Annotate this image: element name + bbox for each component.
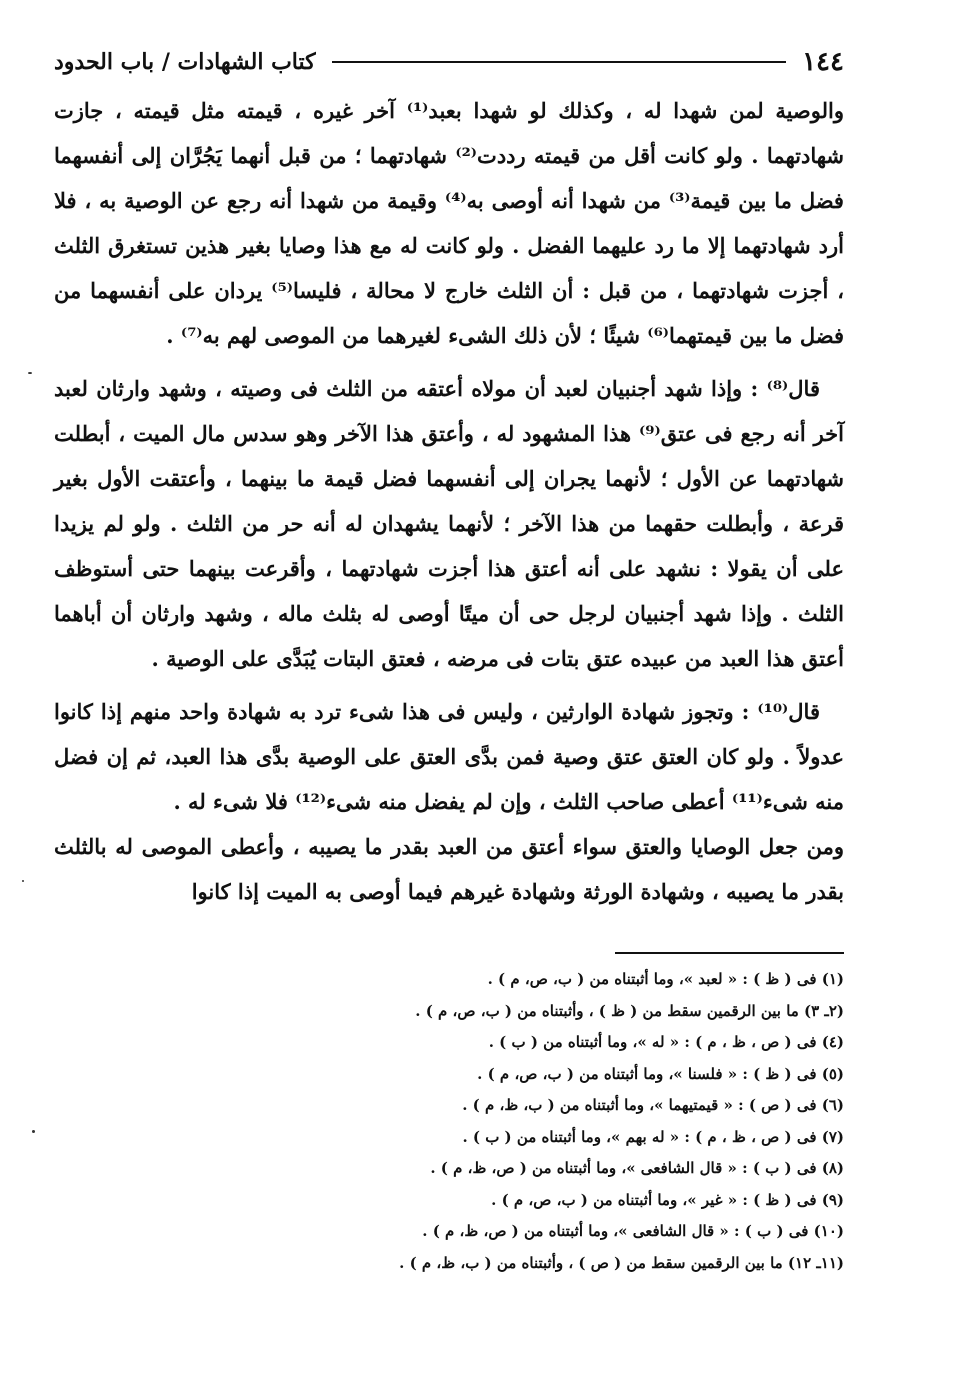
footnote-6: (٦) فى ( ص ) : « قيمتيهما »، وما أثبتناه من ( ب، ظ، م ) . bbox=[462, 1096, 844, 1114]
footnote-2-3: (٢ـ ٣) ما بين الرقمين سقط من ( ظ ) ، وأثبتناه من ( ب، ص، م ) . bbox=[415, 1001, 844, 1020]
running-title: كتاب الشهادات / باب الحدود bbox=[54, 49, 316, 75]
scan-speck bbox=[28, 372, 32, 374]
paragraph-4: ومن جعل الوصايا والعتق سواء أعتق من العبد بقدر ما يصيبه ، وأعطى الموصى له بالثلث بقدر ما يصيبه ، وشهادة الورثة وشهادة غيرهم فيما أوصى به الميت إذا كانوا bbox=[54, 834, 844, 904]
footnote-5: (٥) فى ( ظ ) : « فلسنا »، وما أثبتناه من ( ب، ص، م ) . bbox=[477, 1064, 844, 1083]
paragraph-1: والوصية لمن شهدا له ، وكذلك لو شهدا بعبد⁽¹⁾ آخر غيره ، قيمته مثل قيمته ، جازت شهادتهما . ولو كانت أقل من قيمته رددت⁽²⁾ شهادتهما ؛ من قبل أنهما يَجُرَّان إلى أنفسهما فضل ما بين قيمة⁽³⁾ من شهدا أنه أوصى به⁽⁴⁾ وقيمة من شهدا أنه رجع عن الوصية به ، فلا أرد شهادتهما إلا ما رد عليهما الفضل . ولو كانت له مع هذا وصايا بغير هذين تستغرق الثلث ، أجزت شهادتهما ، من قبل : أن الثلث خارج لا محالة ، فليسا⁽⁵⁾ يردان على أنفسهما من فضل ما بين قيمتهما⁽⁶⁾ شيئًا ؛ لأن ذلك الشىء لغيرهما من الموصى لهم به⁽⁷⁾ . bbox=[54, 98, 845, 348]
paragraph-3: قال⁽¹⁰⁾ : وتجوز شهادة الوارثين ، وليس فى هذا شىء ترد به شهادة واحد منهم إذا كانوا عدولاً . ولو كان العتق عتق وصية فمن بدَّى العتق على الوصية بدَّى هذا العبد، ثم إن فضل منه شىء⁽¹¹⁾ أعطى صاحب الثلث ، وإن لم يفضل منه شىء⁽¹²⁾ فلا شىء له . bbox=[54, 699, 844, 814]
footnote-separator bbox=[615, 952, 844, 954]
footnote-9: (٩) فى ( ظ ) : « غير »، وما أثبتناه من ( ب، ص، م ) . bbox=[491, 1190, 844, 1209]
footnote-8: (٨) فى ( ب ) : « قال الشافعى »، وما أثبتناه من ( ص، ظ، م ) . bbox=[430, 1159, 844, 1177]
footnote-1: (١) فى ( ظ ) : « لعبد »، وما أثبتناه من ( ب، ص، م ) . bbox=[487, 970, 844, 988]
paragraph-2: قال⁽⁸⁾ : وإذا شهد أجنبيان لعبد أن مولاه أعتقه من الثلث فى وصيته ، وشهد وارثان لعبد آخر أنه رجع فى عتق⁽⁹⁾ هذا المشهود له ، وأعتق هذا الآخر وهو سدس مال الميت ، أبطلت شهادتهما عن الأول ؛ لأنهما يجران إلى أنفسهما فضل قيمة ما بينهما ، وأعتقت الأول بغير قرعة ، وأبطلت حقهما من هذا الآخر ؛ لأنهما يشهدان له أنه حر من الثلث . ولو لم يزيدا على أن يقولا : نشهد على أنه أعتق هذا أجزت شهادتهما ، وأقرعت بينهما حتى أستوظف الثلث . وإذا شهد أجنبيان لرجل حى أن ميتًا أوصى له بثلث ماله ، وشهد وارثان أن أباهما أعتق هذا العبد من عبيده عتق بتات فى مرضه ، فعتق البتات يُبَدَّى على الوصية . bbox=[54, 376, 844, 671]
page-number: ١٤٤ bbox=[802, 47, 844, 77]
header-rule bbox=[332, 61, 786, 63]
footnote-11-12: (١١ـ ١٢) ما بين الرقمين سقط من ( ص ) ، وأثبتناه من ( ب، ظ، م ) . bbox=[399, 1253, 844, 1272]
scan-speck bbox=[22, 880, 24, 882]
running-header bbox=[54, 42, 844, 82]
footnote-10: (١٠) فى ( ب ) : « قال الشافعى »، وما أثبتناه من ( ص، ظ، م ) . bbox=[422, 1222, 844, 1240]
footnotes bbox=[54, 964, 844, 1279]
scan-speck bbox=[32, 1130, 35, 1133]
main-text bbox=[54, 88, 844, 914]
footnote-4: (٤) فى ( ص ، ظ ، م ) : « له »، وما أثبتناه من ( ب ) . bbox=[488, 1033, 844, 1051]
footnote-7: (٧) فى ( ص ، ظ ، م ) : « له بهم »، وما أثبتناه من ( ب ) . bbox=[462, 1127, 844, 1146]
